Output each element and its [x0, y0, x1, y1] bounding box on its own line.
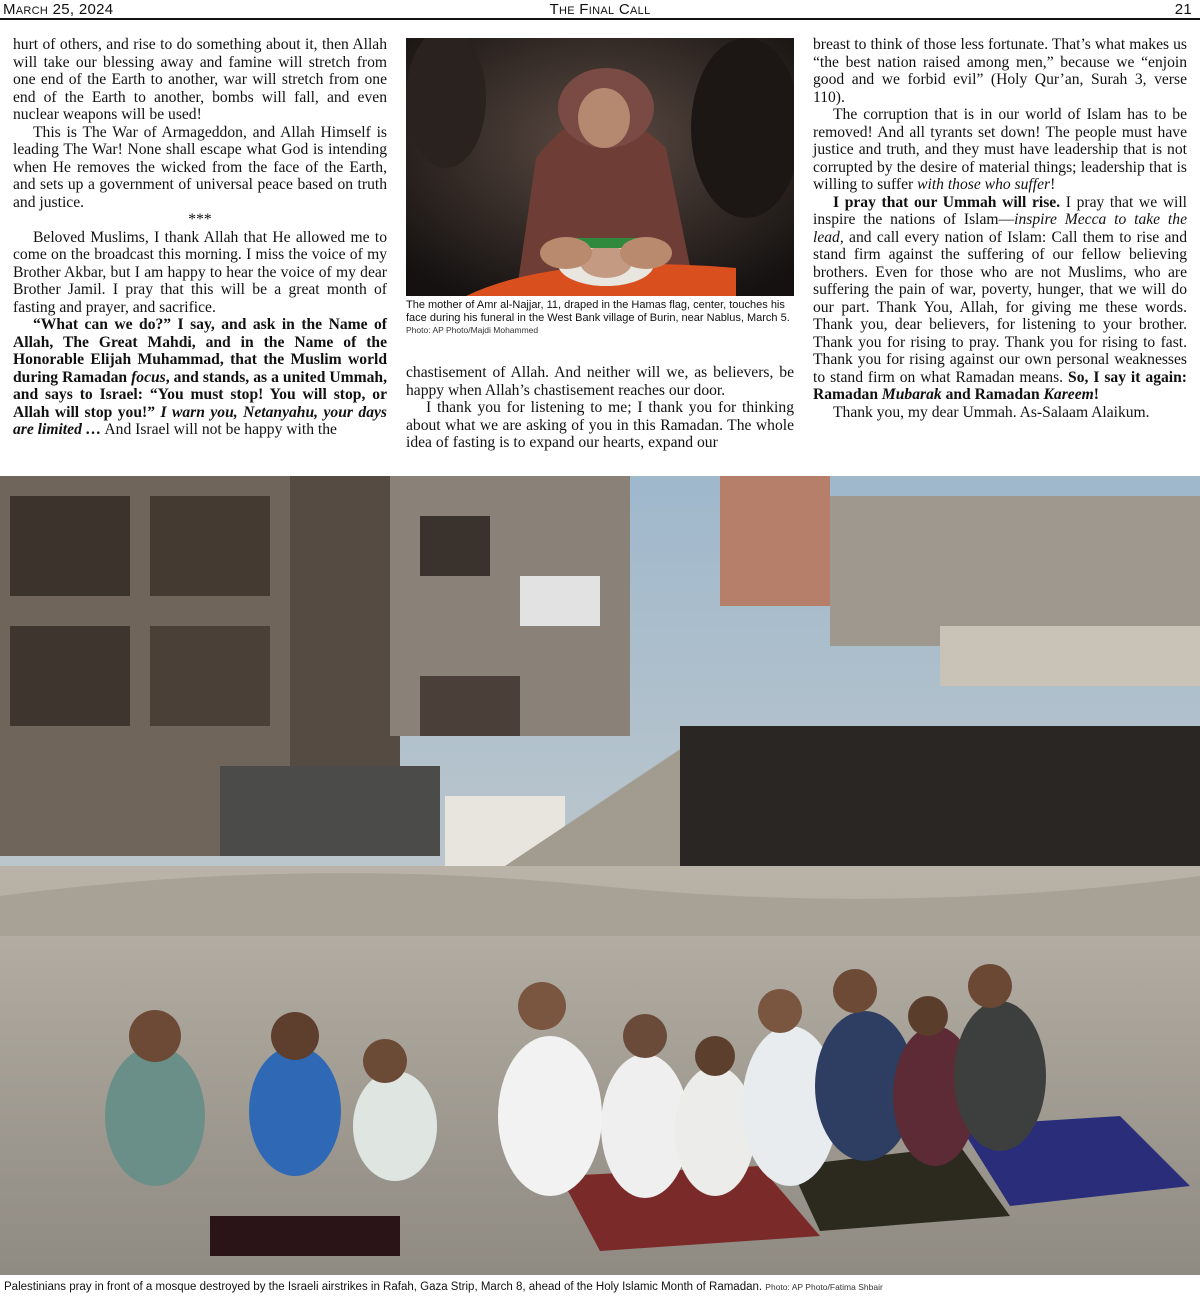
bold-italic-text: Mubarak	[881, 386, 942, 403]
caption-text: The mother of Amr al-Najjar, 11, draped in the Hamas flag, center, touches his face during his funeral in the West Bank village of Burin, near Nablus, March 5.	[406, 299, 790, 324]
paragraph	[813, 106, 1187, 194]
page-header	[0, 0, 1200, 20]
body-text: The corruption that is in our world of Islam has to be removed! And all tyrants set down! The people must have justice and truth, and they must have leadership that is not corrupted by the desire of material things; leadership that is willing to suffer	[813, 106, 1187, 193]
photo-credit: Photo: AP Photo/Fatima Shbair	[765, 1282, 883, 1292]
bold-italic-text: I warn you, Netanyahu, your days are limited …	[13, 403, 387, 438]
italic-text: inspire Mecca to take the lead	[813, 211, 1187, 246]
photo-credit: Photo: AP Photo/Majdi Mohammed	[406, 325, 539, 335]
bold-text: and Ramadan	[941, 386, 1044, 403]
article-column-2	[406, 364, 794, 452]
paragraph: This is The War of Armageddon, and Allah Himself is leading The War! None shall escape what God is intending when He removes the wicked from the face of the Earth, and sets up a government of universal peace based on truth and justice.	[13, 123, 387, 211]
caption-text: Palestinians pray in front of a mosque destroyed by the Israeli airstrikes in Rafah, Gaza Strip, March 8, ahead of the Holy Islamic Month of Ramadan.	[4, 1281, 763, 1293]
bold-text: , and stands, as a united Ummah, and says to Israel: “You must stop! You will stop, or Allah will stop you!”	[13, 368, 387, 421]
paragraph: I thank you for listening to me; I thank you for thinking about what we are asking of you in this Ramadan. The whole idea of fasting is to expand our hearts, expand our	[406, 399, 794, 451]
body-text: , and call every nation of Islam: Call them to rise and stand firm against the suffering of our fellow believing brothers. Even for those who are not Muslims, who are suffering the pain of war, poverty, hunger, that we will do our part. Thank You, Allah, for giving me these words. Thank you, dear believers, for listening to your brother. Thank you for rising to pray. Thank you for rising to fast. Thank you for rising against our own personal weaknesses to stand firm on what Ramadan means.	[813, 228, 1187, 386]
paragraph: chastisement of Allah. And neither will we, as believers, be happy when Allah’s chastisement reaches our door.	[406, 364, 794, 399]
body-text: I pray that we will inspire the nations of Islam—	[813, 193, 1187, 228]
bold-text: !	[1093, 386, 1099, 403]
article-column-3	[813, 36, 1187, 421]
prayer-photo-caption	[4, 1281, 1196, 1293]
publication-title: The Final Call	[549, 1, 651, 18]
page-number: 21	[1174, 1, 1192, 18]
body-text: And Israel will not be happy with the	[101, 421, 337, 438]
bold-italic-text: Kareem	[1043, 386, 1094, 403]
bold-text: So, I say it again: Ramadan	[813, 368, 1187, 403]
bold-italic-text: focus	[131, 368, 166, 386]
bold-text: “What can we do?” I say, and ask in the Name of Allah, The Great Mahdi, and in the Name of the Honorable Elijah Muhammad, that the Muslim world during Ramadan	[13, 316, 387, 386]
section-break: ***	[188, 211, 212, 228]
paragraph	[813, 194, 1187, 404]
paragraph: breast to think of those less fortunate. That’s what makes us “the best nation raised among men,” because we “enjoin good and we forbid evil” (Holy Qur’an, Surah 3, verse 110).	[813, 36, 1187, 106]
prayer-photo	[0, 476, 1200, 1275]
funeral-photo-caption	[406, 299, 794, 336]
bold-text: I pray that our Ummah will rise.	[833, 193, 1061, 211]
funeral-photo	[406, 38, 794, 296]
paragraph	[13, 316, 387, 439]
paragraph: hurt of others, and rise to do something about it, then Allah will take our blessing away and famine will stretch from one end of the Earth to another, war will stretch from one end of the Earth to another, bombs will fall, and even nuclear weapons will be used!	[13, 36, 387, 123]
paragraph: Beloved Muslims, I thank Allah that He allowed me to come on the broadcast this morning. I miss the voice of my Brother Akbar, but I am happy to hear the voice of my dear Brother Jamil. I pray that this will be a great month of fasting and prayer, and sacrifice.	[13, 228, 387, 316]
article-column-1	[13, 36, 387, 439]
paragraph: Thank you, my dear Ummah. As-Salaam Alaikum.	[833, 403, 1150, 421]
italic-text: with those who suffer	[917, 176, 1051, 193]
issue-date: March 25, 2024	[3, 1, 114, 18]
body-text: !	[1050, 176, 1056, 193]
